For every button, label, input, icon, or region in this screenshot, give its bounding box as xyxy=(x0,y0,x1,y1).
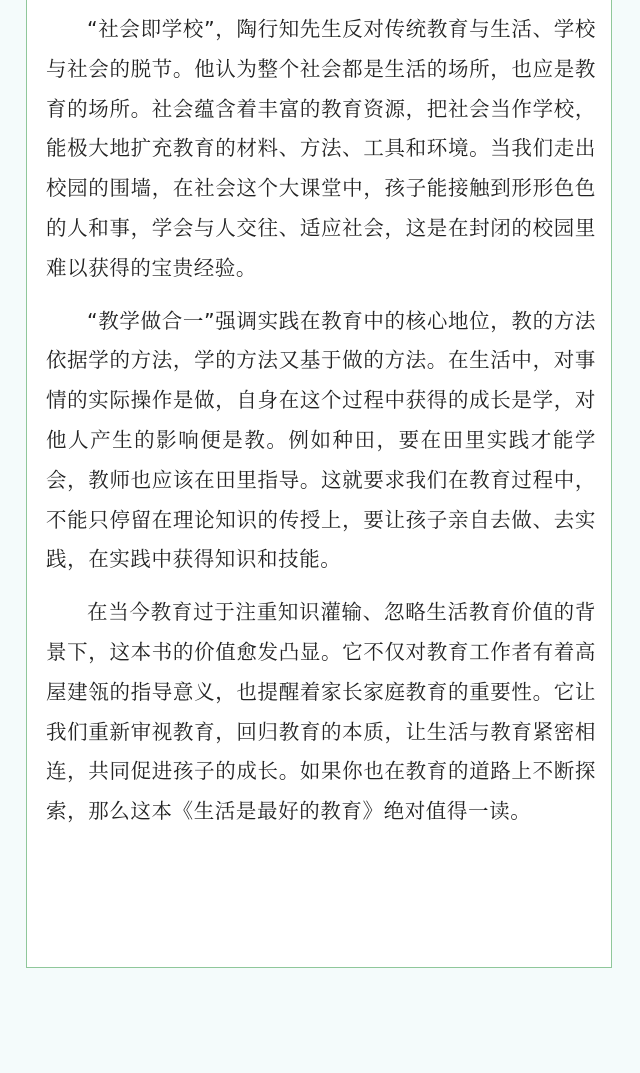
article-body xyxy=(46,10,596,845)
article-card xyxy=(26,0,612,968)
paragraph-teach-learn-do: “教学做合一”强调实践在教育中的核心地位，教的方法依据学的方法，学的方法又基于做的方法。在生活中，对事情的实际操作是做，自身在这个过程中获得的成长是学，对他人产生的影响便是教。例如种田，要在田里实践才能学会，教师也应该在田里指导。这就要求我们在教育过程中，不能只停留在理论知识的传授上，要让孩子亲自去做、去实践，在实践中获得知识和技能。 xyxy=(46,308,596,572)
paragraph-book-value: 在当今教育过于注重知识灌输、忽略生活教育价值的背景下，这本书的价值愈发凸显。它不仅对教育工作者有着高屋建瓴的指导意义，也提醒着家长家庭教育的重要性。它让我们重新审视教育，回归教育的本质，让生活与教育紧密相连，共同促进孩子的成长。如果你也在教育的道路上不断探索，那么这本《生活是最好的教育》绝对值得一读。 xyxy=(46,600,596,824)
paragraph-social-school: “社会即学校”，陶行知先生反对传统教育与生活、学校与社会的脱节。他认为整个社会都是生活的场所，也应是教育的场所。社会蕴含着丰富的教育资源，把社会当作学校，能极大地扩充教育的材料、方法、工具和环境。当我们走出校园的围墙，在社会这个大课堂中，孩子能接触到形形色色的人和事，学会与人交往、适应社会，这是在封闭的校园里难以获得的宝贵经验。 xyxy=(46,17,596,280)
